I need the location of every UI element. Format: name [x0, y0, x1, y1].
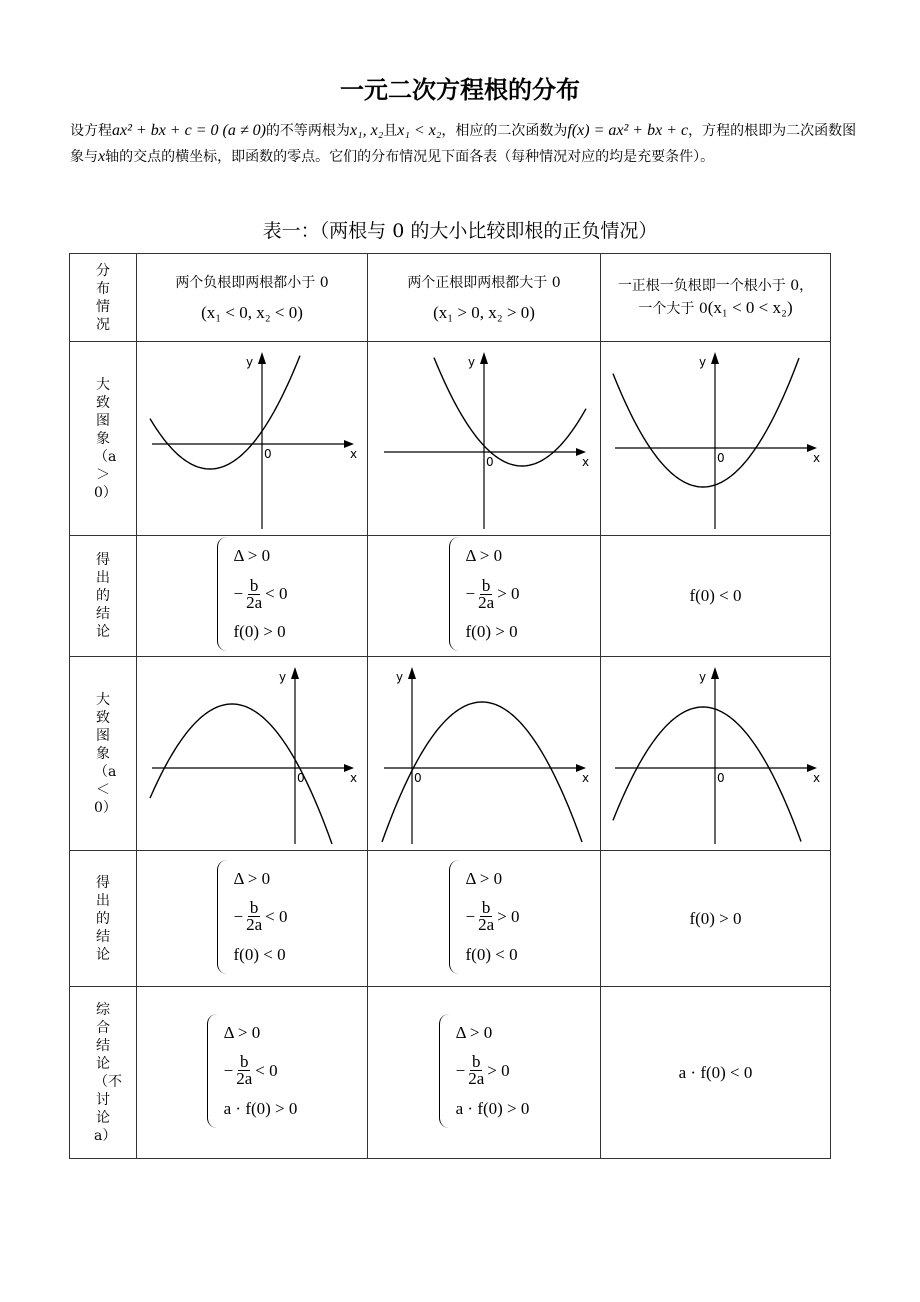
graph-pos-case-2: [368, 342, 601, 536]
origin-label: 0: [413, 770, 422, 785]
cond-f0: f(0) > 0: [689, 908, 742, 928]
y-axis-label: y: [699, 669, 707, 684]
x-axis-label: x: [349, 446, 357, 461]
concl-neg-case-2: [368, 851, 601, 987]
brace: [439, 1014, 452, 1128]
system-all-1: [207, 1014, 298, 1128]
origin-label: 0: [717, 450, 725, 465]
origin-label: 0: [717, 770, 725, 785]
parabola-curve: [150, 704, 332, 844]
intro-text-4: ，相应的二次函数为: [441, 123, 568, 139]
row-label-overall: 综合结论（不讨论a）: [70, 987, 137, 1159]
row-label-distribution: 分布情况: [70, 254, 137, 342]
cond-axis: − $\frac{b}{2a}$ < 0: [233, 575, 288, 612]
case-2-cond: (x₁ > 0, x₂ > 0): [433, 302, 535, 322]
parabola-graph-neg-2: [372, 659, 597, 849]
overall-case-3: [601, 987, 831, 1159]
cond-f0: f(0) < 0: [233, 944, 286, 964]
graph-pos-case-3: [601, 342, 831, 536]
concl-neg-case-3: [601, 851, 831, 987]
case-3-cond: (x₁ < 0 < x₂): [707, 298, 793, 317]
y-axis-arrow: [408, 667, 416, 679]
concl-pos-case-3: [601, 536, 831, 657]
cond-af0: a · f(0) < 0: [678, 1062, 753, 1082]
y-axis-label: y: [278, 669, 286, 684]
system-pos-2: [449, 537, 520, 651]
graph-neg-case-2: [368, 657, 601, 851]
case-2-desc: 两个正根即两根都大于 0: [407, 274, 561, 291]
row-label-concl-pos: 得出的结论: [70, 536, 137, 657]
parabola-curve: [613, 358, 799, 487]
x-axis-label: x: [581, 770, 589, 785]
intro-x: x: [98, 148, 106, 165]
case-1-desc: 两个负根即两根都小于 0: [175, 274, 329, 291]
cond-f0: f(0) < 0: [689, 586, 742, 605]
x-axis-label: x: [813, 450, 821, 465]
system-neg-2: [449, 860, 520, 974]
intro-equation: ax² + bx + c = 0 (a ≠ 0): [112, 122, 266, 139]
cond-af0: a · f(0) > 0: [223, 1098, 298, 1118]
case-1-cond: (x₁ < 0, x₂ < 0): [201, 302, 303, 322]
row-label-graph-neg: 大致图象（a＜0）: [70, 657, 137, 851]
origin-label: 0: [485, 454, 494, 469]
intro-order: x₁ < x₂: [397, 122, 442, 139]
graph-neg-case-1: [137, 657, 368, 851]
cond-delta: Δ > 0: [455, 1022, 493, 1042]
parabola-graph-pos-3: [603, 344, 828, 534]
y-axis-arrow: [711, 667, 719, 679]
cond-f0: f(0) > 0: [233, 622, 286, 641]
cond-f0: f(0) > 0: [465, 622, 518, 641]
brace: [449, 860, 462, 974]
cond-delta: Δ > 0: [465, 546, 503, 565]
y-axis-label: y: [395, 669, 403, 684]
row-label-graph-pos: 大致图象（a＞0）: [70, 342, 137, 536]
brace: [217, 860, 230, 974]
intro-text-2: 的不等两根为: [265, 123, 350, 139]
graph-neg-case-3: [601, 657, 831, 851]
y-axis-label: y: [699, 354, 707, 369]
cond-axis: − $\frac{b}{2a}$ > 0: [465, 575, 520, 612]
brace: [217, 537, 230, 651]
cond-axis: − $\frac{b}{2a}$ < 0: [223, 1052, 278, 1088]
brace: [207, 1014, 220, 1128]
y-axis-arrow: [291, 667, 299, 679]
graph-pos-case-1: [137, 342, 368, 536]
case-2-header: [368, 254, 601, 342]
cond-delta: Δ > 0: [233, 546, 271, 565]
cond-delta: Δ > 0: [233, 868, 271, 888]
row-label-concl-neg: 得出的结论: [70, 851, 137, 987]
root-distribution-table: [69, 253, 831, 1159]
parabola-curve: [150, 355, 300, 468]
cond-af0: a · f(0) > 0: [455, 1098, 530, 1118]
y-axis-arrow: [711, 352, 719, 364]
origin-label: 0: [296, 770, 305, 785]
intro-text-6: 轴的交点的横坐标，即函数的零点。它们的分布情况见下面各表（每种情况对应的均是充要条件）。: [105, 149, 715, 165]
system-neg-1: [217, 860, 288, 974]
intro-function: f(x) = ax² + bx + c: [567, 122, 689, 139]
concl-pos-case-2: [368, 536, 601, 657]
x-axis-label: x: [581, 454, 589, 469]
origin-label: 0: [263, 446, 272, 461]
cond-axis: − $\frac{b}{2a}$ > 0: [465, 898, 520, 934]
x-axis-label: x: [813, 770, 821, 785]
intro-roots: x₁, x₂: [349, 122, 384, 139]
cond-delta: Δ > 0: [465, 868, 503, 888]
intro-text-3: 且: [383, 123, 398, 139]
brace: [449, 537, 462, 651]
intro-text-5: ，方程的根即为二次函数图象与: [70, 123, 857, 165]
parabola-graph-pos-1: [140, 344, 365, 534]
x-axis-label: x: [349, 770, 357, 785]
cond-delta: Δ > 0: [223, 1022, 261, 1042]
parabola-curve: [613, 707, 801, 842]
case-3-desc: 一正根一负根即一个根小于 0，: [617, 278, 814, 294]
intro-paragraph: [70, 118, 862, 170]
case-3-header: [601, 254, 831, 342]
table-subtitle: 表一：（两根与 0 的大小比较即根的正负情况）: [262, 220, 658, 242]
y-axis-label: y: [467, 354, 475, 369]
parabola-graph-neg-1: [140, 659, 365, 849]
parabola-curve: [434, 354, 586, 465]
system-pos-1: [217, 537, 288, 651]
case-3-desc2: 一个大于 0: [638, 301, 708, 317]
system-all-2: [439, 1014, 530, 1128]
parabola-graph-neg-3: [603, 659, 828, 849]
concl-pos-case-1: [137, 536, 368, 657]
cond-axis: − $\frac{b}{2a}$ < 0: [233, 898, 288, 934]
intro-text-1: 设方程: [70, 123, 112, 139]
overall-case-1: [137, 987, 368, 1159]
parabola-graph-pos-2: [372, 344, 597, 534]
y-axis-arrow: [258, 352, 266, 364]
y-axis-arrow: [480, 352, 488, 364]
cond-axis: − $\frac{b}{2a}$ > 0: [455, 1052, 510, 1088]
cond-f0: f(0) < 0: [465, 944, 518, 964]
concl-neg-case-1: [137, 851, 368, 987]
case-1-header: [137, 254, 368, 342]
page-title: 一元二次方程根的分布: [340, 76, 580, 104]
overall-case-2: [368, 987, 601, 1159]
y-axis-label: y: [245, 354, 253, 369]
